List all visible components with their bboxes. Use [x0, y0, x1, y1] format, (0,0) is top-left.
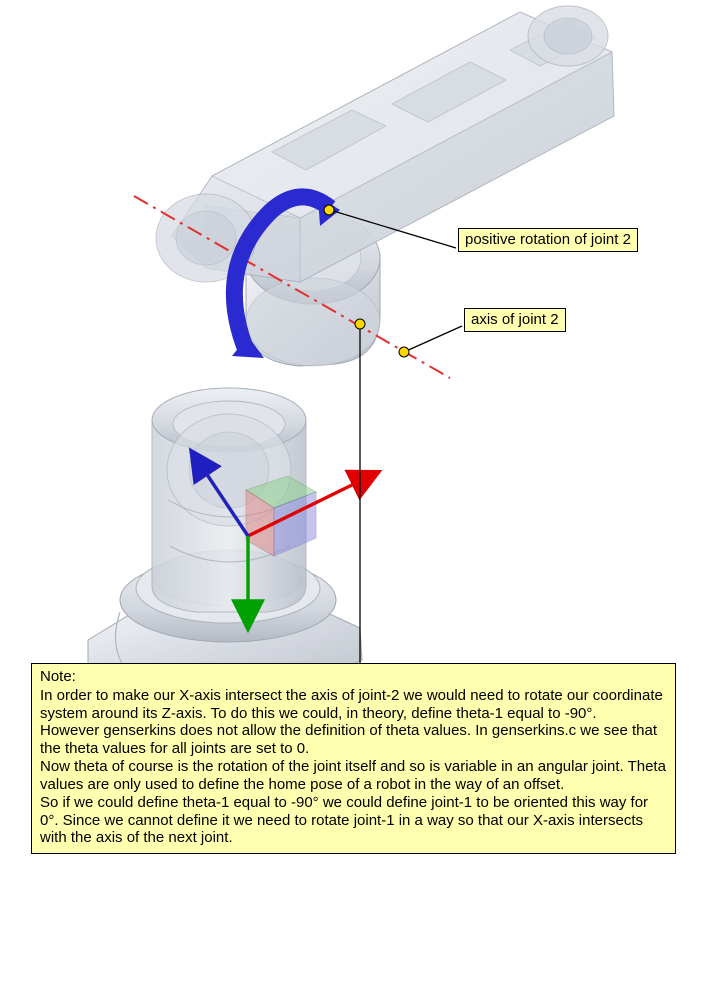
note-paragraph-1: In order to make our X-axis intersect the axis of joint-2 we would need to rotate our coordinate system around its Z-axis. To do this we could, in theory, define theta-1 equal to -90°. [40, 686, 663, 722]
callout-axis-of-joint-2: axis of joint 2 [464, 308, 566, 332]
note-point-marker [355, 319, 365, 329]
axis-point-marker [399, 347, 409, 357]
note-title: Note: [40, 668, 76, 685]
note-paragraph-4: So if we could define theta-1 equal to -90° we could define joint-1 to be oriented this way for 0°. Since we cannot define it we need to rotate joint-1 in a way so that our X-axis intersects with the axis of the next joint. [40, 793, 649, 847]
robot-model [88, 6, 614, 690]
note-paragraph-2: However genserkins does not allow the definition of theta values. In genserkins.c we see that the theta values for all joints are set to 0. [40, 722, 658, 758]
callout-positive-rotation: positive rotation of joint 2 [458, 228, 638, 252]
note-box [31, 663, 676, 854]
rotation-point-marker [324, 205, 334, 215]
note-paragraph-3: Now theta of course is the rotation of the joint itself and so is variable in an angular joint. Theta values are only used to define the home pose of a robot in the way of an offset. [40, 758, 666, 793]
